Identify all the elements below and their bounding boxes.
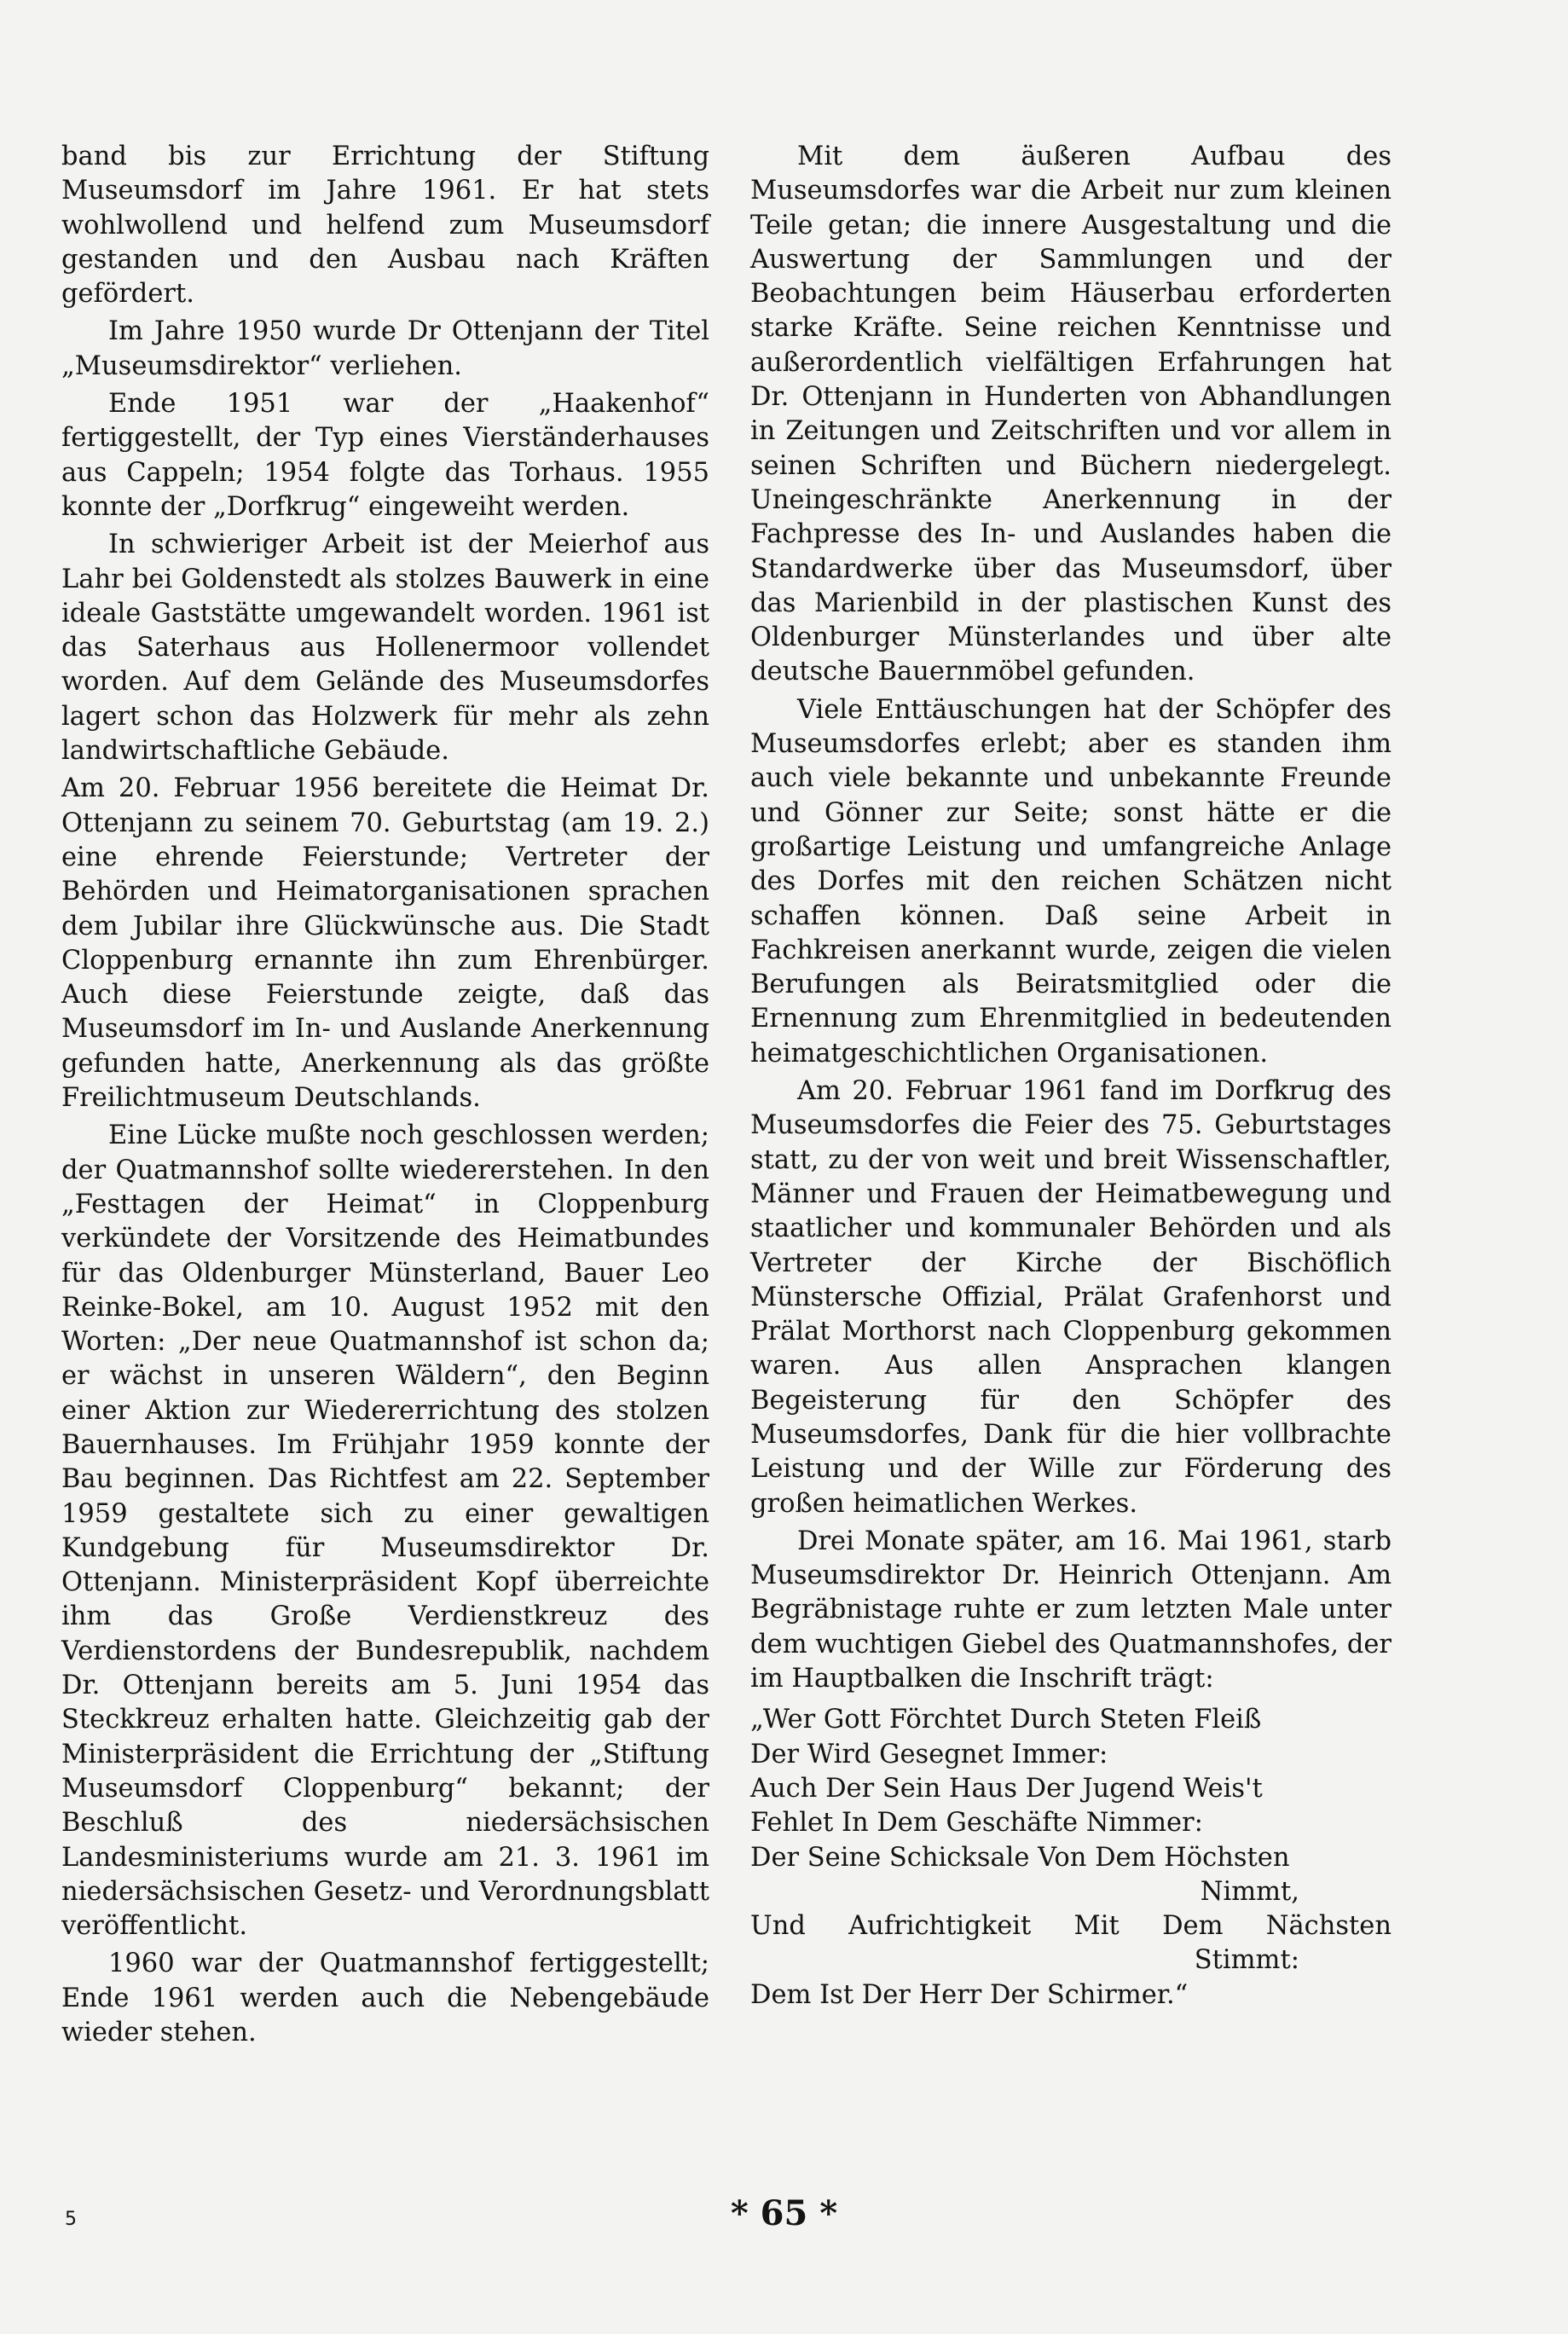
poem-line: Dem Ist Der Herr Der Schirmer.“ [750,1979,1189,2010]
poem-line: Der Wird Gesegnet Immer: [750,1739,1108,1769]
paragraph: In schwieriger Arbeit ist der Meierhof aus Lahr bei Goldenstedt als stolzes Bauwerk in eine ideale Gaststätte umgewandelt worden. 1961 ist das Saterhaus aus Hollenermoor vollendet worden. Auf dem Gelände des Museumsdorfes lagert schon das Holzwerk für mehr als zehn landwirtschaftliche Gebäude. [61,530,709,767]
poem-line: „Wer Gott Förchtet Durch Steten Fleiß [750,1705,1262,1735]
paragraph: band bis zur Errichtung der Stiftung Museumsdorf im Jahre 1961. Er hat stets wohlwollend und helfend zum Museumsdorf gestanden und den Ausbau nach Kräften gefördert. [61,142,709,310]
paragraph: Mit dem äußeren Aufbau des Museumsdorfes war die Arbeit nur zum kleinen Teile getan; die innere Ausgestaltung und die Auswertung der Sammlungen und der Beobachtungen beim Häuserbau erforderten starke Kräfte. Seine reichen Kenntnisse und außerordentlich vielfältigen Erfahrungen hat Dr. Ottenjann in Hunderten von Abhandlungen in Zeitungen und Zeitschriften und vor allem in seinen Schriften und Büchern niedergelegt. Uneingeschränkte Anerkennung in der Fachpresse des In- und Auslandes haben die Standardwerke über das Museumsdorf, über das Marienbild in der plastischen Kunst des Oldenburger Münsterlandes und über alte deutsche Bauernmöbel gefunden. [750,142,1392,687]
signature-mark: 5 [65,2209,77,2230]
poem-word: Dem [1162,1911,1224,1942]
page-number: * 65 * [730,2193,838,2233]
poem-line [750,1909,1392,1943]
paragraph: 1960 war der Quatmannshof fertiggestellt; Ende 1961 werden auch die Nebengebäude wieder stehen. [61,1949,709,2048]
poem-word: Und [750,1911,806,1942]
right-column [750,140,1392,2013]
paragraph: Im Jahre 1950 wurde Dr Ottenjann der Titel „Museumsdirektor“ verliehen. [61,316,709,381]
paragraph: Eine Lücke mußte noch geschlossen werden; der Quatmannshof sollte wiedererstehen. In den „Festtagen der Heimat“ in Cloppenburg verkündete der Vorsitzende des Heimatbundes für das Oldenburger Münsterland, Bauer Leo Reinke-Bokel, am 10. August 1952 mit den Worten: „Der neue Quatmannshof ist schon da; er wächst in unseren Wäldern“, den Beginn einer Aktion zur Wiedererrichtung des stolzen Bauernhauses. Im Frühjahr 1959 konnte der Bau beginnen. Das Richtfest am 22. September 1959 gestaltete sich zu einer gewaltigen Kundgebung für Museumsdirektor Dr. Ottenjann. Ministerpräsident Kopf überreichte ihm das Große Verdienstkreuz des Verdienstordens der Bundesrepublik, nachdem Dr. Ottenjann bereits am 5. Juni 1954 das Steckkreuz erhalten hatte. Gleichzeitig gab der Ministerpräsident die Errichtung der „Stiftung Museumsdorf Cloppenburg“ bekannt; der Beschluß des niedersächsischen Landesministeriums wurde am 21. 3. 1961 im niedersächsischen Gesetz- und Verordnungsblatt veröffentlicht. [61,1121,709,1942]
poem-line-continuation: Stimmt: [1194,1945,1299,1976]
paragraph: Ende 1951 war der „Haakenhof“ fertiggestellt, der Typ eines Vierständerhauses aus Cappeln; 1954 folgte das Torhaus. 1955 konnte der „Dorfkrug“ eingeweiht werden. [61,389,709,522]
poem-line-continuation: Nimmt, [1200,1876,1299,1907]
poem-word: Nächsten [1265,1911,1392,1942]
poem-word: Aufrichtigkeit [848,1911,1032,1942]
poem-line: Auch Der Sein Haus Der Jugend Weis't [750,1773,1263,1804]
paragraph: Viele Enttäuschungen hat der Schöpfer des Museumsdorfes erlebt; aber es standen ihm auch viele bekannte und unbekannte Freunde und Gönner zur Seite; sonst hätte er die großartige Leistung und umfangreiche Anlage des Dorfes mit den reichen Schätzen nicht schaffen können. Daß seine Arbeit in Fachkreisen anerkannt wurde, zeigen die vielen Berufungen als Beiratsmitglied oder die Ernennung zum Ehrenmitglied in bedeutenden heimatgeschichtlichen Organisationen. [750,694,1392,1069]
poem-line: Fehlet In Dem Geschäfte Nimmer: [750,1808,1203,1839]
poem-word: Mit [1073,1911,1120,1942]
paragraph: Am 20. Februar 1956 bereitete die Heimat Dr. Ottenjann zu seinem 70. Geburtstag (am 19. 2.) eine ehrende Feierstunde; Vertreter der Behörden und Heimatorganisationen sprachen dem Jubilar ihre Glückwünsche aus. Die Stadt Cloppenburg ernannte ihn zum Ehrenbürger. Auch diese Feierstunde zeigte, daß das Museumsdorf im In- und Auslande Anerkennung gefunden hatte, Anerkennung als das größte Freilichtmuseum Deutschlands. [61,773,709,1114]
inscription-poem [750,1703,1392,2013]
left-column [61,140,709,2053]
paragraph: Am 20. Februar 1961 fand im Dorfkrug des Museumsdorfes die Feier des 75. Geburtstages statt, zu der von weit und breit Wissenschaftler, Männer und Frauen der Heimatbewegung und staatlicher und kommunaler Behörden und als Vertreter der Kirche der Bischöflich Münstersche Offizial, Prälat Grafenhorst und Prälat Morthorst nach Cloppenburg gekommen waren. Aus allen Ansprachen klangen Begeisterung für den Schöpfer des Museumsdorfes, Dank für die hier vollbrachte Leistung und der Wille zur Förderung des großen heimatlichen Werkes. [750,1076,1392,1519]
paragraph: Drei Monate später, am 16. Mai 1961, starb Museumsdirektor Dr. Heinrich Ottenjann. Am Begräbnistage ruhte er zum letzten Male unter dem wuchtigen Giebel des Quatmannshofes, der im Hauptbalken die Inschrift trägt: [750,1526,1392,1694]
poem-line: Der Seine Schicksale Von Dem Höchsten [750,1842,1290,1873]
